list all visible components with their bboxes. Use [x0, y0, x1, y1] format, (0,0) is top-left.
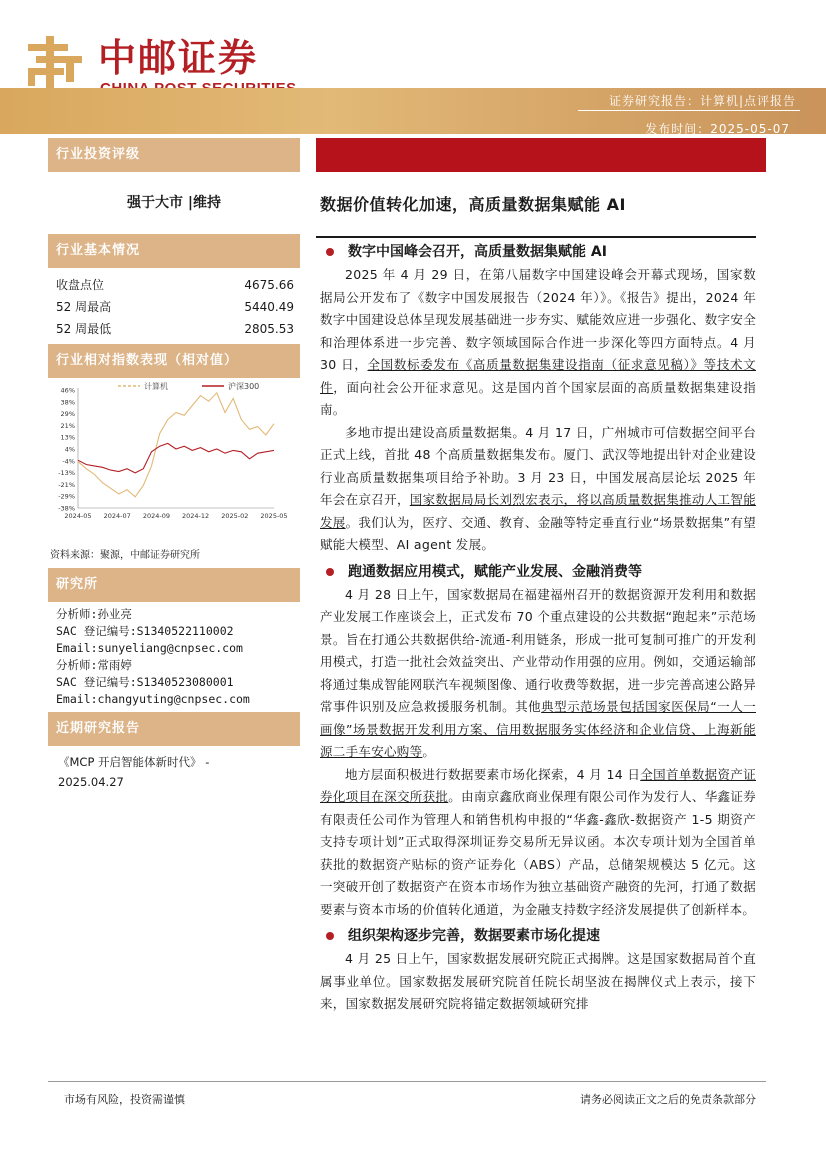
chart-source: 资料来源：聚源，中邮证券研究所: [50, 550, 200, 561]
basic-info-value: 2805.53: [244, 322, 294, 336]
analyst-line: 分析师:孙业亮: [56, 607, 132, 621]
basic-info-list: [48, 268, 300, 344]
analyst-email[interactable]: Email:changyuting@cnpsec.com: [56, 692, 250, 706]
analyst-line: SAC 登记编号:S1340523080001: [56, 675, 234, 689]
risk-warning: 市场有风险，投资需谨慎: [64, 1093, 185, 1106]
x-tick-label: 2024-07: [103, 512, 131, 520]
underlined-highlight: 全国首单数据资产证券化项目在深交所获批: [320, 766, 756, 804]
basic-info-label: 52 周最低: [56, 322, 112, 336]
y-tick-label: 38%: [60, 398, 75, 407]
sidebar: [48, 138, 300, 792]
body-paragraph: [320, 948, 756, 1016]
logo-chinese-name: 中邮证券: [98, 36, 259, 80]
legend-label: 计算机: [144, 382, 168, 391]
paragraph-text: 。: [422, 744, 436, 759]
y-tick-label: -4%: [62, 457, 75, 466]
body-paragraph: [320, 422, 756, 557]
paragraph-text: 。我们认为，医疗、交通、教育、金融等特定垂直行业“场景数据集”有望赋能大模型、AI agent 发展。: [320, 514, 756, 552]
paragraph-text: 2025 年 4 月 29 日，在第八届数字中国建设峰会开幕式现场，国家数据局公开发布了《数字中国发展报告（2024 年）》。《报告》提出，2024 年数字中国建设总体呈现发展基础进一步夯实、赋能效应进一步强化、数字安全和治理体系进一步完善、数字领域国际合作进一步深化等四方面特点。4 月 30 日，: [320, 267, 756, 372]
x-tick-label: 2024-05: [64, 512, 92, 520]
y-tick-label: -29%: [58, 492, 75, 501]
bullet-icon: [326, 932, 334, 940]
y-tick-label: 29%: [60, 410, 75, 419]
y-tick-label: 21%: [60, 421, 75, 430]
section-heading: [320, 924, 756, 948]
x-tick-label: 2024-09: [142, 512, 170, 520]
section-heading-text: 数字中国峰会召开，高质量数据集赋能 AI: [348, 244, 607, 260]
body-paragraph: [320, 764, 756, 922]
underlined-highlight: 全国数标委发布《高质量数据集建设指南（征求意见稿）》等技术文件: [320, 357, 756, 395]
recent-report-item[interactable]: [48, 746, 300, 792]
recent-report-date: 2025.04.27: [58, 775, 124, 789]
recent-report-title: 《MCP 开启智能体新时代》 -: [58, 755, 210, 769]
section-heading: [320, 560, 756, 584]
basic-info-value: 4675.66: [244, 278, 294, 292]
underlined-highlight: 典型示范场景包括国家医保局“一人一画像”场景数据开发利用方案、信用数据服务实体经济和企业信贷、上海新能源二手车安心购等: [320, 699, 757, 759]
analyst-list: [48, 602, 300, 712]
basic-info-label: 52 周最高: [56, 300, 112, 314]
paragraph-text: 多地市提出建设高质量数据集。4 月 17 日，广州城市可信数据空间平台正式上线，首批 48 个高质量数据集发布。厦门、武汉等地提出针对企业建设行业高质量数据集项目给予补助。3 月 23 日，中国发展高层论坛 2025 年年会在京召开，: [320, 424, 756, 507]
industry-rating: 强于大市 |维持: [127, 195, 221, 211]
y-tick-label: -38%: [58, 504, 75, 513]
basic-info-value: 5440.49: [244, 300, 294, 314]
performance-chart-svg: [48, 378, 300, 546]
y-tick-label: -13%: [58, 469, 75, 478]
china-post-logo-icon: [24, 36, 88, 92]
publish-date: 发布时间：2025-05-07: [645, 122, 790, 136]
body-paragraph: [320, 264, 756, 422]
analyst-email[interactable]: Email:sunyeliang@cnpsec.com: [56, 641, 243, 655]
research-heading: 研究所: [48, 568, 300, 602]
basic-info-heading: 行业基本情况: [48, 234, 300, 268]
section-heading: [320, 240, 756, 264]
series-line: [78, 393, 274, 497]
basic-info-row: [48, 274, 300, 296]
section-heading-text: 组织架构逐步完善，数据要素市场化提速: [348, 928, 600, 944]
section-heading-text: 跑通数据应用模式，赋能产业发展、金融消费等: [348, 563, 642, 580]
paragraph-text: 4 月 28 日上午，国家数据局在福建福州召开的数据资源开发利用和数据产业发展工作座谈会上，正式发布 70 个重点建设的公共数据“跑起来”示范场景。旨在打通公共数据供给-流通-利用链条，形成一批可复制可推广的开发利用模式，打造一批社会效益突出、产业带动作用强的应用。例如，交通运输部将通过集成智能网联汽车视频图像、通行收费等数据，进一步完善高速公路异常事件识别及应急救援服务机制。其他: [320, 586, 756, 714]
body-paragraph: [320, 584, 756, 764]
basic-info-row: [48, 296, 300, 318]
analyst-line: 分析师:常雨婷: [56, 658, 132, 672]
report-header: [0, 0, 826, 135]
underlined-highlight: 国家数据局局长刘烈宏表示，将以高质量数据集推动人工智能发展: [320, 492, 756, 530]
paragraph-text: 。由南京鑫欣商业保理有限公司作为发行人、华鑫证券有限责任公司作为管理人和销售机构申报的“华鑫-鑫欣-数据资产 1-5 期资产支持专项计划”正式取得深圳证券交易所无异议函。本次专项计划为全国首单获批的数据资产贴标的资产证券化（ABS）产品，总储架规模达 5 亿元。这一突破开创了数据资产在资本市场作为独立基础资产融资的先河，打通了数据要素与资本市场的价值转化通道，为金融支持数字经济发展提供了创新样本。: [320, 789, 756, 917]
y-tick-label: 4%: [64, 445, 75, 454]
report-type: 证券研究报告：计算机|点评报告: [608, 94, 796, 108]
x-tick-label: 2024-12: [182, 512, 210, 520]
paragraph-text: ，面向社会公开征求意见。这是国内首个国家层面的高质量数据集建设指南。: [320, 379, 756, 417]
bullet-icon: [326, 248, 334, 256]
bullet-icon: [326, 568, 334, 576]
title-red-bar: [316, 138, 766, 172]
legend-label: 沪深300: [228, 382, 260, 391]
series-line: [78, 443, 274, 473]
relative-performance-chart: [48, 378, 300, 546]
rating-heading: 行业投资评级: [48, 138, 300, 172]
y-tick-label: 13%: [60, 433, 75, 442]
y-tick-label: 46%: [60, 386, 75, 395]
disclaimer-notice: 请务必阅读正文之后的免责条款部分: [580, 1093, 756, 1106]
performance-heading: 行业相对指数表现（相对值）: [48, 344, 300, 378]
basic-info-row: [48, 318, 300, 340]
footer-rule: [48, 1081, 766, 1082]
analyst-line: SAC 登记编号:S1340522110002: [56, 624, 234, 638]
report-title: 数据价值转化加速，高质量数据集赋能 AI: [320, 195, 626, 214]
paragraph-text: 地方层面积极进行数据要素市场化探索，4 月 14 日: [345, 766, 641, 782]
x-tick-label: 2025-02: [221, 512, 249, 520]
recent-reports-heading: 近期研究报告: [48, 712, 300, 746]
y-tick-label: -21%: [58, 480, 75, 489]
paragraph-text: 4 月 25 日上午，国家数据发展研究院正式揭牌。这是国家数据局首个直属事业单位。国家数据发展研究院首任院长胡坚波在揭牌仪式上表示，接下来，国家数据发展研究院将锚定数据领域研究排: [320, 951, 756, 1011]
basic-info-label: 收盘点位: [56, 278, 105, 292]
report-body: [320, 238, 756, 1016]
x-tick-label: 2025-05: [260, 512, 288, 520]
header-divider: [578, 110, 800, 111]
